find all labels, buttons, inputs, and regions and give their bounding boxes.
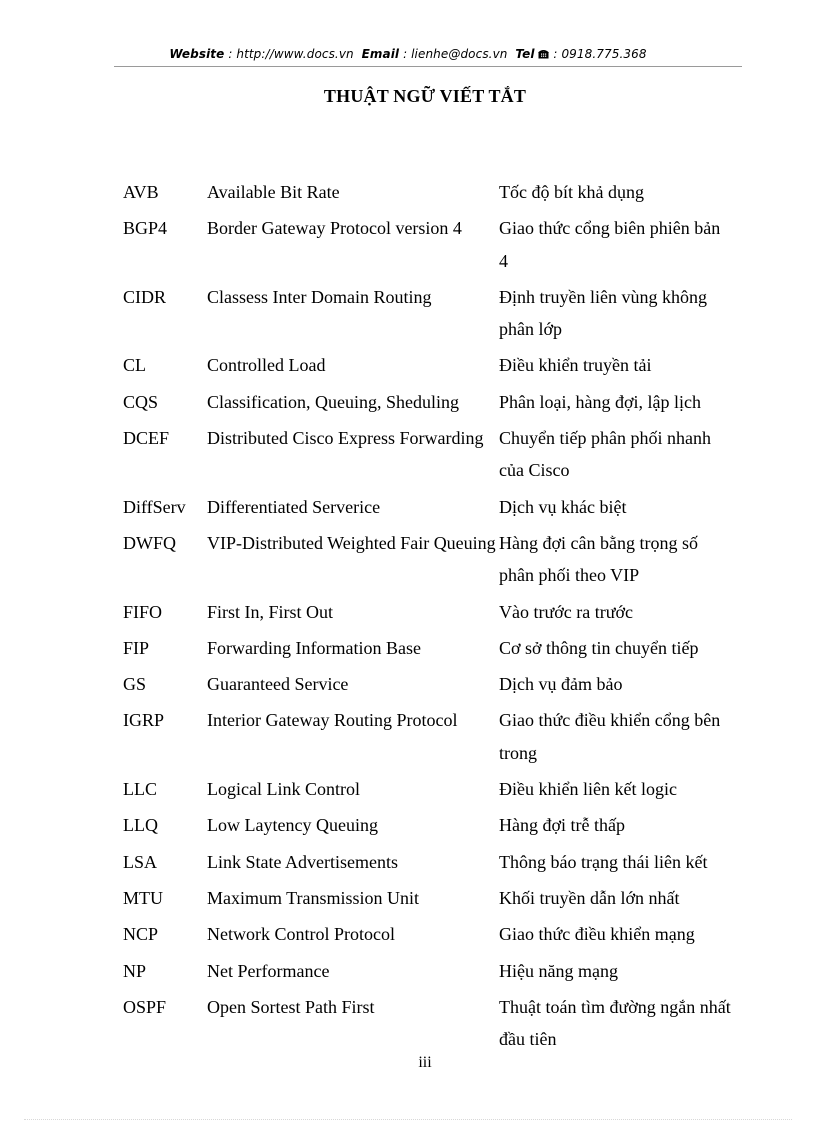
vietnamese-term-cell: Giao thức cổng biên phiên bản 4 xyxy=(499,218,721,271)
abbreviation-cell: DWFQ xyxy=(123,532,176,553)
english-term-cell: First In, First Out xyxy=(207,601,334,622)
english-term-cell: Guaranteed Service xyxy=(207,674,349,695)
table-row xyxy=(123,809,743,841)
abbreviation-cell: AVB xyxy=(123,182,159,202)
vietnamese-term-cell: Thông báo trạng thái liên kết xyxy=(499,851,708,872)
abbreviation-cell: IGRP xyxy=(123,710,165,731)
english-term-cell: VIP-Distributed Weighted Fair Queuing xyxy=(207,532,496,553)
abbreviation-cell: OSPF xyxy=(123,996,167,1017)
abbreviation-cell: GS xyxy=(123,674,147,695)
abbreviation-cell: FIP xyxy=(123,637,150,658)
table-row xyxy=(123,596,743,628)
table-row xyxy=(123,773,743,805)
vietnamese-term-cell: Giao thức điều khiển cổng bên trong xyxy=(499,710,721,763)
english-term-cell: Available Bit Rate xyxy=(207,182,340,202)
website-value: : http://www.docs.vn xyxy=(228,47,354,61)
page-header xyxy=(0,47,816,61)
abbreviation-cell: CIDR xyxy=(123,286,167,307)
abbreviation-cell: MTU xyxy=(123,887,163,908)
table-row xyxy=(123,991,743,1056)
website-label: Website xyxy=(169,47,225,61)
abbreviation-cell: CQS xyxy=(123,391,159,412)
page-title: THUẬT NGỮ VIẾT TẮT xyxy=(323,86,527,106)
abbreviation-cell: NP xyxy=(123,960,147,981)
english-term-cell: Border Gateway Protocol version 4 xyxy=(207,218,462,239)
vietnamese-term-cell: Thuật toán tìm đường ngắn nhất đầu tiên xyxy=(499,996,731,1050)
table-row xyxy=(123,918,743,950)
table-row xyxy=(123,955,743,987)
table-row xyxy=(123,212,743,277)
table-row xyxy=(123,422,743,487)
english-term-cell: Maximum Transmission Unit xyxy=(207,887,420,908)
abbreviation-cell: LLQ xyxy=(123,815,158,836)
english-term-cell: Differentiated Serverice xyxy=(207,496,381,517)
table-row xyxy=(123,491,743,523)
vietnamese-term-cell: Dịch vụ khác biệt xyxy=(499,496,627,517)
vietnamese-term-cell: Cơ sở thông tin chuyển tiếp xyxy=(499,637,699,658)
email-label: Email xyxy=(361,47,400,61)
table-row xyxy=(123,668,743,700)
vietnamese-term-cell: Chuyển tiếp phân phối nhanh của Cisco xyxy=(499,428,711,481)
table-row xyxy=(123,704,743,769)
table-row xyxy=(123,349,743,381)
abbreviation-cell: LLC xyxy=(123,779,157,800)
english-term-cell: Classification, Queuing, Sheduling xyxy=(207,391,459,412)
english-term-cell: Net Performance xyxy=(207,960,330,981)
abbreviation-cell: DiffServ xyxy=(123,496,186,517)
vietnamese-term-cell: Điều khiển truyền tải xyxy=(499,355,652,376)
vietnamese-term-cell: Khối truyền dẫn lớn nhất xyxy=(499,887,680,908)
english-term-cell: Classess Inter Domain Routing xyxy=(207,286,432,307)
english-term-cell: Network Control Protocol xyxy=(207,924,395,945)
abbreviation-cell: CL xyxy=(123,355,147,376)
vietnamese-term-cell: Giao thức điều khiển mạng xyxy=(499,924,695,945)
footer-divider xyxy=(24,1119,792,1120)
tel-label: Tel xyxy=(515,47,535,61)
header-divider xyxy=(114,66,742,67)
page-number: iii xyxy=(418,1054,432,1071)
vietnamese-term-cell: Định truyền liên vùng không phân lớp xyxy=(499,286,707,340)
english-term-cell: Low Laytency Queuing xyxy=(207,815,378,836)
english-term-cell: Open Sortest Path First xyxy=(207,996,375,1017)
table-row xyxy=(123,527,743,592)
vietnamese-term-cell: Tốc độ bít khả dụng xyxy=(499,182,644,202)
vietnamese-term-cell: Dịch vụ đảm bảo xyxy=(499,674,623,695)
abbreviation-cell: DCEF xyxy=(123,428,170,449)
email-value: : lienhe@docs.vn xyxy=(403,47,508,61)
english-term-cell: Link State Advertisements xyxy=(207,851,398,872)
table-row xyxy=(123,846,743,878)
abbreviation-cell: FIFO xyxy=(123,601,163,622)
table-row xyxy=(123,281,743,346)
vietnamese-term-cell: Vào trước ra trước xyxy=(499,601,633,622)
table-row xyxy=(123,632,743,664)
table-row xyxy=(123,386,743,418)
tel-value: : 0918.775.368 xyxy=(553,47,647,61)
vietnamese-term-cell: Phân loại, hàng đợi, lập lịch xyxy=(499,391,701,412)
english-term-cell: Interior Gateway Routing Protocol xyxy=(207,710,458,731)
phone-icon xyxy=(538,47,553,61)
english-term-cell: Distributed Cisco Express Forwarding xyxy=(207,428,484,449)
vietnamese-term-cell: Hàng đợi cân bằng trọng số phân phối theo VIP xyxy=(499,532,698,586)
table-row xyxy=(123,882,743,914)
vietnamese-term-cell: Hàng đợi trễ thấp xyxy=(499,815,625,836)
abbreviation-table xyxy=(123,176,743,1059)
abbreviation-cell: BGP4 xyxy=(123,218,168,239)
english-term-cell: Forwarding Information Base xyxy=(207,637,421,658)
english-term-cell: Logical Link Control xyxy=(207,779,360,800)
english-term-cell: Controlled Load xyxy=(207,355,326,376)
abbreviation-cell: LSA xyxy=(123,851,158,872)
table-row xyxy=(123,176,743,208)
abbreviation-cell: NCP xyxy=(123,924,159,945)
vietnamese-term-cell: Hiệu năng mạng xyxy=(499,960,618,981)
vietnamese-term-cell: Điều khiển liên kết logic xyxy=(499,779,677,800)
